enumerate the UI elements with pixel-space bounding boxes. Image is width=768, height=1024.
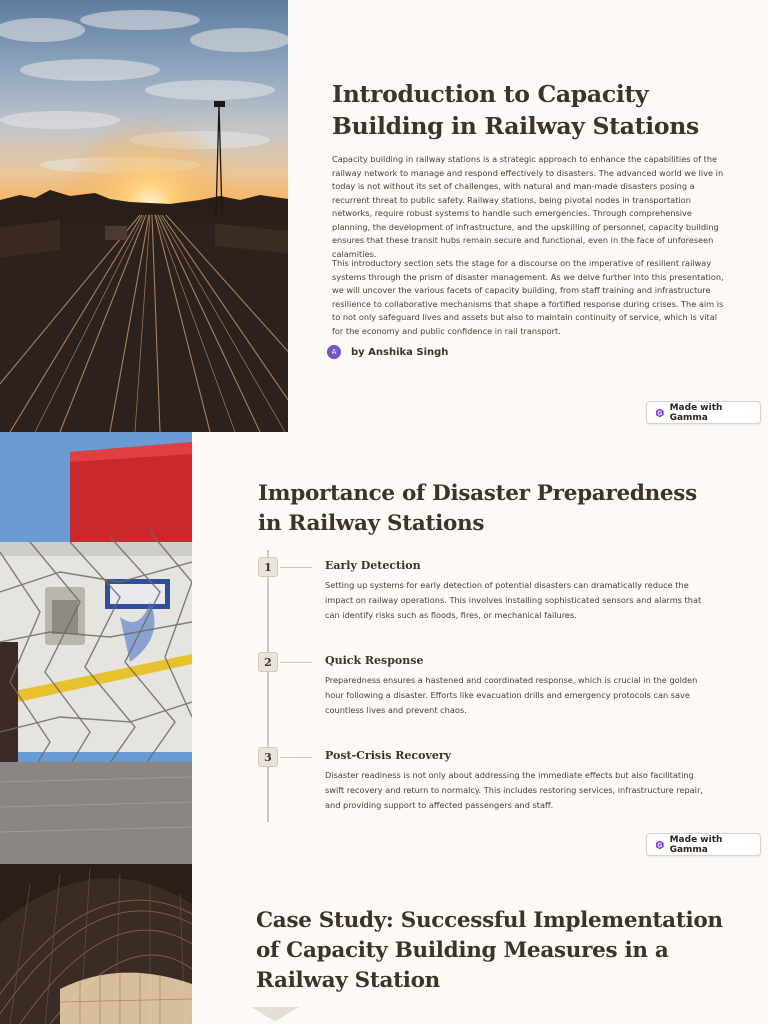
timeline-line: [267, 550, 269, 822]
author-name: by Anshika Singh: [351, 346, 449, 358]
intro-paragraph-1: Capacity building in railway stations is a strategic approach to enhance the capabilities of the railway network to manage and respond effectively to disasters. The advanced world we live in today is not without its set of challenges, with natural and man-made disasters posing a recurrent threat to public safety. Railway stations, being pivotal nodes in transportation networks, require robust systems to handle such emergencies. Through comprehensive planning, the development of infrastructure, and the upskilling of personnel, capacity building ensures that these transit hubs remain secure and functional, even in the face of unforeseen calamities.: [332, 154, 724, 259]
step-number-marker: [251, 1007, 299, 1024]
gamma-logo-icon: [655, 408, 665, 418]
station-roof-illustration: [0, 864, 192, 1024]
page-title: Introduction to Capacity Building in Railway Stations: [332, 80, 699, 140]
step-connector: [280, 567, 312, 568]
railway-sunset-illustration: [0, 0, 288, 432]
slide-introduction: [0, 0, 768, 432]
gamma-logo-icon: [655, 840, 665, 850]
intro-paragraph-2: This introductory section sets the stage for a discourse on the imperative of resilient railway systems through the prism of disaster management. As we delve further into this presentation, we will uncover the various facets of capacity building, from staff training and infrastructure resilience to collaborative mechanisms that shape a fortified response during crises. The aim is to not only safeguard lives and assets but also to maintain continuity of service, which is vital for the economy and public confidence in rail transport.: [332, 258, 724, 336]
step-description: Setting up systems for early detection of potential disasters can dramatically reduce the impact on railway operations. This involves installing sophisticated sensors and alarms that can identify risks such as floods, fires, or mechanical failures.: [325, 580, 702, 620]
gamma-badge-label: Made with Gamma: [669, 834, 723, 855]
slide-disaster-preparedness: [0, 432, 768, 864]
relief-supplies-illustration: [0, 432, 192, 864]
step-number: 1: [258, 557, 278, 577]
step-number: 2: [258, 652, 278, 672]
step-description: Preparedness ensures a hastened and coordinated response, which is crucial in the golden hour following a disaster. Efforts like evacuation drills and emergency protocols can save countless lives and prevent chaos.: [325, 675, 698, 715]
step-title: Quick Response: [325, 654, 424, 667]
slide-case-study: [0, 864, 768, 1024]
step-number: 3: [258, 747, 278, 767]
relief-supplies-photo: [0, 432, 192, 864]
made-with-gamma-button[interactable]: [646, 833, 761, 856]
step-title: Post-Crisis Recovery: [325, 749, 452, 762]
gamma-badge-label: Made with Gamma: [669, 402, 723, 423]
section-title: Case Study: Successful Implementation of Capacity Building Measures in a Railway Station: [256, 908, 723, 993]
step-connector: [280, 662, 312, 663]
section-title: Importance of Disaster Preparedness in Railway Stations: [258, 481, 697, 536]
step-title: Early Detection: [325, 559, 421, 572]
station-roof-photo: [0, 864, 192, 1024]
made-with-gamma-button[interactable]: [646, 401, 761, 424]
avatar: A: [327, 345, 341, 359]
step-description: Disaster readiness is not only about addressing the immediate effects but also facilitating swift recovery and return to normalcy. This includes restoring services, infrastructure repair, and providing support to affected passengers and staff.: [325, 770, 703, 810]
railway-sunset-photo: [0, 0, 288, 432]
author-byline: [327, 345, 448, 359]
step-connector: [280, 757, 312, 758]
